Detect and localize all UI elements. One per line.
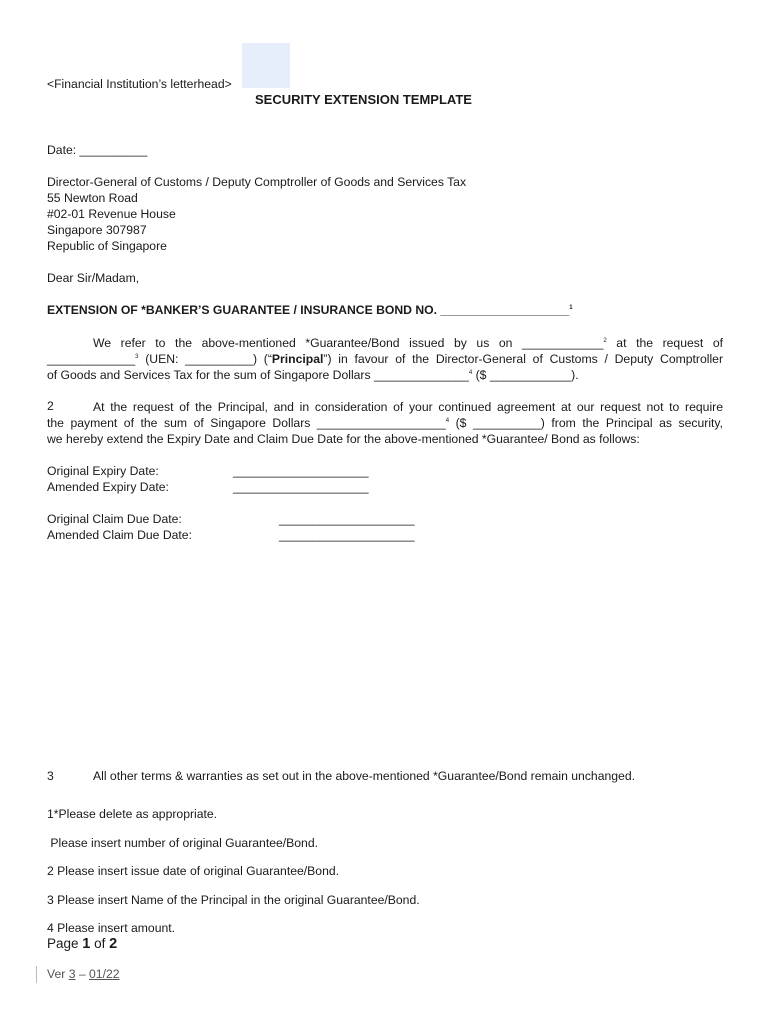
paragraph-1-line-3 [47, 367, 723, 383]
page-title: SECURITY EXTENSION TEMPLATE [255, 92, 472, 107]
version-number: 3 [68, 967, 76, 981]
paragraph-3-text: All other terms & warranties as set out in the above-mentioned *Guarantee/Bond remain unchanged. [93, 769, 635, 783]
footnote: 1*Please delete as appropriate. [47, 807, 218, 821]
footnote: Please insert number of original Guarantee/Bond. [47, 836, 318, 850]
original-expiry-label: Original Expiry Date: [47, 464, 159, 478]
amended-expiry-label: Amended Expiry Date: [47, 480, 169, 494]
version-label [47, 967, 120, 981]
paragraph-1-line-1 [47, 335, 723, 351]
footnote-ref: 4 [468, 370, 473, 376]
address-line: Director-General of Customs / Deputy Comptroller of Goods and Services Tax [47, 175, 467, 189]
text-span: ($ ____________). [472, 368, 579, 382]
original-claim-label: Original Claim Due Date: [47, 512, 182, 526]
paragraph-1-line-2 [47, 351, 723, 367]
text-span: (UEN: __________) (“ [138, 352, 272, 366]
paragraph-2-line-2 [47, 415, 723, 431]
footer-divider [36, 966, 37, 983]
address-line: Singapore 307987 [47, 223, 147, 237]
address-line: Republic of Singapore [47, 239, 167, 253]
paragraph-3-number: 3 [47, 769, 54, 783]
paragraph-2-number: 2 [47, 399, 54, 413]
paragraph-2-line-3: we hereby extend the Expiry Date and Claim Due Date for the above-mentioned *Guarantee/ Bond as follows: [47, 432, 640, 446]
total-pages: 2 [109, 936, 118, 952]
page-number [47, 936, 117, 952]
footnote-ref: 2 [603, 338, 607, 344]
footnote: 2 Please insert issue date of original Guarantee/Bond. [47, 864, 340, 878]
text-span: Ver [47, 967, 69, 981]
address-line: #02-01 Revenue House [47, 207, 176, 221]
footnote-ref: 1 [569, 305, 573, 311]
letterhead-placeholder: <Financial Institution’s letterhead> [47, 77, 232, 91]
letterhead-logo-placeholder [242, 43, 290, 88]
text-span: _____________ [47, 352, 136, 366]
principal-term: Principal [271, 352, 324, 366]
text-span: the payment of the sum of Singapore Dollars ___________________ [47, 416, 446, 430]
text-span: We refer to the above-mentioned *Guarantee/Bond issued by us on ____________ [93, 336, 604, 350]
subject-text: EXTENSION OF *BANKER’S GUARANTEE / INSURANCE BOND NO. ___________________ [47, 303, 570, 317]
current-page: 1 [82, 936, 91, 952]
text-span: ($ __________) from the Principal as security, [449, 416, 724, 430]
original-expiry-field: ____________________ [233, 464, 369, 478]
footnote: 3 Please insert Name of the Principal in the original Guarantee/Bond. [47, 893, 420, 907]
subject-line [47, 303, 573, 317]
text-span: at the request of [606, 336, 724, 350]
amended-claim-field: ____________________ [279, 528, 415, 542]
salutation: Dear Sir/Madam, [47, 271, 140, 285]
text-span: Page [47, 936, 83, 951]
address-line: 55 Newton Road [47, 191, 138, 205]
text-span: ”) in favour of the Director-General of Customs / Deputy Comptroller [323, 352, 723, 366]
footnote: 4 Please insert amount. [47, 921, 176, 935]
text-span: – [75, 967, 90, 981]
version-date: 01/22 [89, 967, 120, 981]
amended-expiry-field: ____________________ [233, 480, 369, 494]
text-span: of [90, 936, 110, 951]
footnote-ref: 3 [135, 354, 139, 360]
amended-claim-label: Amended Claim Due Date: [47, 528, 192, 542]
date-line: Date: __________ [47, 143, 148, 157]
original-claim-field: ____________________ [279, 512, 415, 526]
paragraph-2-line-1: At the request of the Principal, and in consideration of your continued agreement at our request not to require [93, 400, 723, 414]
text-span: of Goods and Services Tax for the sum of Singapore Dollars ______________ [47, 368, 469, 382]
footnote-ref: 4 [445, 418, 450, 424]
